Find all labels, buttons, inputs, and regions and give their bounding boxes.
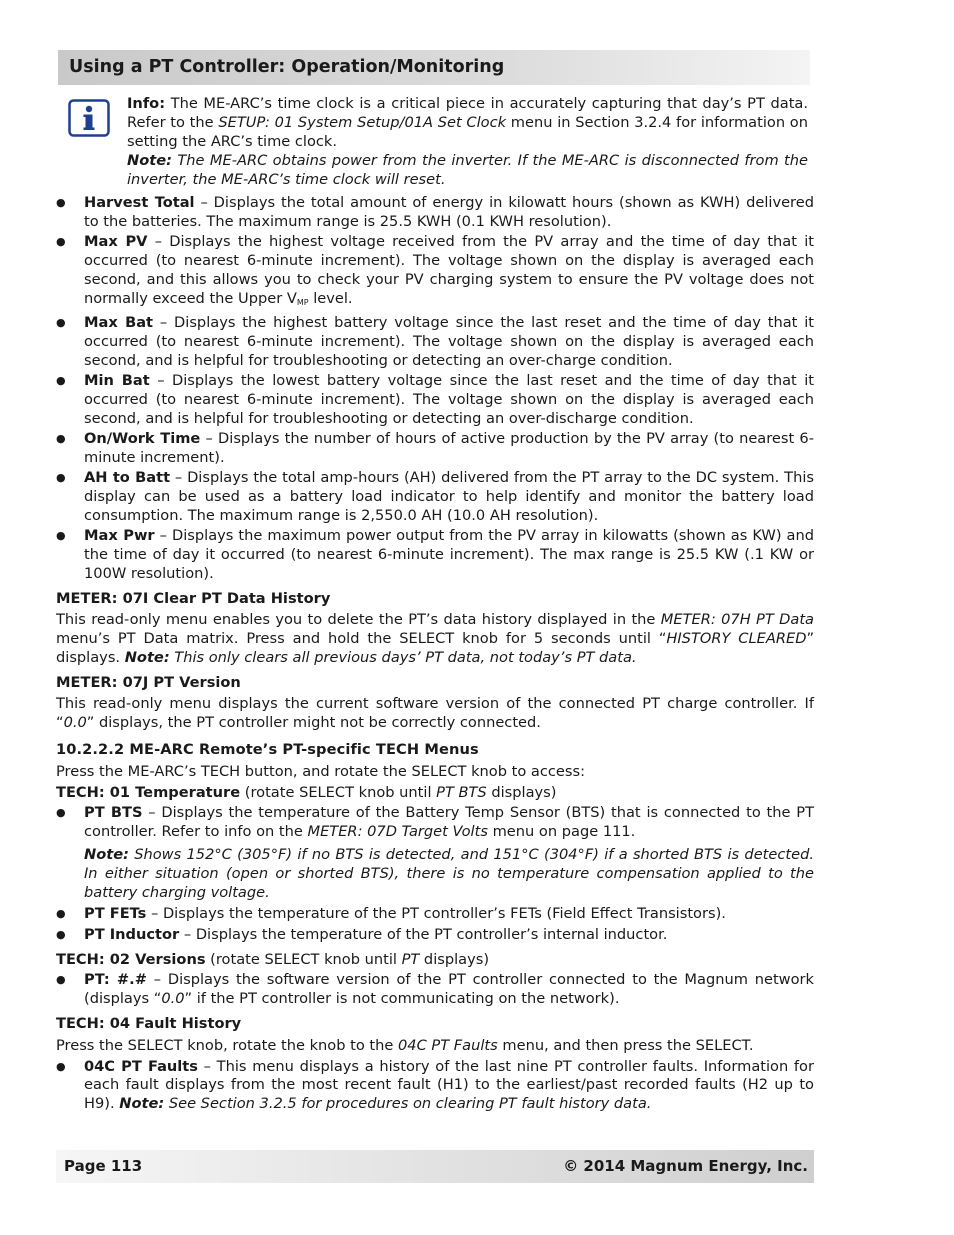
list-item: ● Harvest Total – Displays the total amount of energy in kilowatt hours (shown as KWH) delivered to the batteries. The maximum range is 25.5 KWH (0.1 KWH resolution).: [56, 194, 814, 232]
list-item: ● Max PV – Displays the highest voltage received from the PV array and the time of day that it occurred (to nearest 6-minute increment). The voltage shown on the display is averaged each second, and this allows you to check your PV charging system to ensure the PV voltage does not normally exceed the Upper $V_{MP}$ level.: [56, 233, 814, 312]
list-item: ● Min Bat – Displays the lowest battery voltage since the last reset and the time of day that it occurred (to nearest 6-minute increment). The voltage shown on the display is averaged each second, and is helpful for troubleshooting or detecting an over-discharge condition.: [56, 372, 814, 428]
fault-history-paragraph: Press the SELECT knob, rotate the knob to the 04C PT Faults menu, and then press the SELECT.: [56, 1036, 754, 1054]
info-note: Note: The ME-ARC obtains power from the inverter. If the ME-ARC is disconnected from the inverter, the ME-ARC’s time clock will reset.: [127, 152, 808, 188]
fault-list: [56, 1058, 814, 1114]
list-item: ● PT Inductor – Displays the temperature of the PT controller’s internal inductor.: [56, 926, 814, 945]
list-item: ● Max Pwr – Displays the maximum power output from the PV array in kilowatts (shown as KW) and the time of day it occurred (to nearest 6-minute increment). The max range is 25.5 KW (.1 KW or 100W resolution).: [56, 527, 814, 583]
info-paragraph: Info: The ME-ARC’s time clock is a critical piece in accurately capturing that day’s PT data. Refer to the SETUP: 01 System Setup/01A Set Clock menu in Section 3.2.4 for information on setting the ARC’s time clock.: [127, 95, 808, 150]
tech-versions-label: TECH: 02 Versions (rotate SELECT knob until PT displays): [56, 950, 490, 968]
copyright: © 2014 Magnum Energy, Inc.: [563, 1157, 808, 1175]
list-item: ● PT FETs – Displays the temperature of the PT controller’s FETs (Field Effect Transistors).: [56, 905, 814, 924]
section-header-bar: [58, 50, 810, 85]
tech-intro: Press the ME-ARC’s TECH button, and rotate the SELECT knob to access:: [56, 762, 586, 780]
fault-history-heading: TECH: 04 Fault History: [56, 1015, 242, 1033]
list-item: ● PT BTS – Displays the temperature of the Battery Temp Sensor (BTS) that is connected to the PT controller. Refer to info on the METER: 07D Target Volts menu on page 111.: [56, 804, 814, 842]
info-icon: [68, 99, 110, 137]
main-content: [56, 194, 814, 1116]
info-callout: [127, 94, 808, 189]
list-item: ● PT: #.# – Displays the software version of the PT controller connected to the Magnum network (displays “0.0” if the PT controller is not communicating on the network).: [56, 971, 814, 1009]
pt-version-paragraph: This read-only menu displays the current software version of the connected PT charge controller. If “0.0” displays, the PT controller might not be correctly connected.: [56, 695, 814, 732]
list-item: ● On/Work Time – Displays the number of hours of active production by the PV array (to nearest 6-minute increment).: [56, 430, 814, 468]
pt-version-heading: METER: 07J PT Version: [56, 673, 241, 691]
tech-menus-heading: 10.2.2.2 ME-ARC Remote’s PT-specific TECH Menus: [56, 741, 479, 759]
temperature-list-continued: [56, 905, 814, 944]
section-title: Using a PT Controller: Operation/Monitoring: [69, 57, 505, 77]
clear-history-heading: METER: 07I Clear PT Data History: [56, 589, 331, 607]
list-item: ● AH to Batt – Displays the total amp-hours (AH) delivered from the PT array to the DC system. This display can be used as a battery load indicator to help identify and monitor the battery load consumption. The maximum range is 2,550.0 AH (10.0 AH resolution).: [56, 469, 814, 525]
list-item: ● 04C PT Faults – This menu displays a history of the last nine PT controller faults. Information for each fault displays from the most recent fault (H1) to the earliest/past recorded faults (H2 up to H9). Note: See Section 3.2.5 for procedures on clearing PT fault history data.: [56, 1058, 814, 1114]
page-number: Page 113: [64, 1157, 143, 1175]
meter-items-list: [56, 194, 814, 584]
bts-note: Note: Shows 152°C (305°F) if no BTS is detected, and 151°C (304°F) if a shorted BTS is detected. In either situation (open or shorted BTS), there is no temperature compensation applied to the battery charging voltage.: [84, 846, 814, 901]
clear-history-paragraph: This read-only menu enables you to delete the PT’s data history displayed in the METER: 07H PT Data menu’s PT Data matrix. Press and hold the SELECT knob for 5 seconds until “HISTORY CLEARED” displays. Note: This only clears all previous days’ PT data, not today’s PT data.: [56, 611, 814, 666]
versions-list: [56, 971, 814, 1009]
list-item: ● Max Bat – Displays the highest battery voltage since the last reset and the time of day that it occurred (to nearest 6-minute increment). The voltage shown on the display is averaged each second, and is helpful for troubleshooting or detecting an over-charge condition.: [56, 314, 814, 370]
page-footer: [56, 1150, 814, 1183]
tech-temperature-label: TECH: 01 Temperature (rotate SELECT knob until PT BTS displays): [56, 783, 557, 801]
temperature-list: [56, 804, 814, 842]
